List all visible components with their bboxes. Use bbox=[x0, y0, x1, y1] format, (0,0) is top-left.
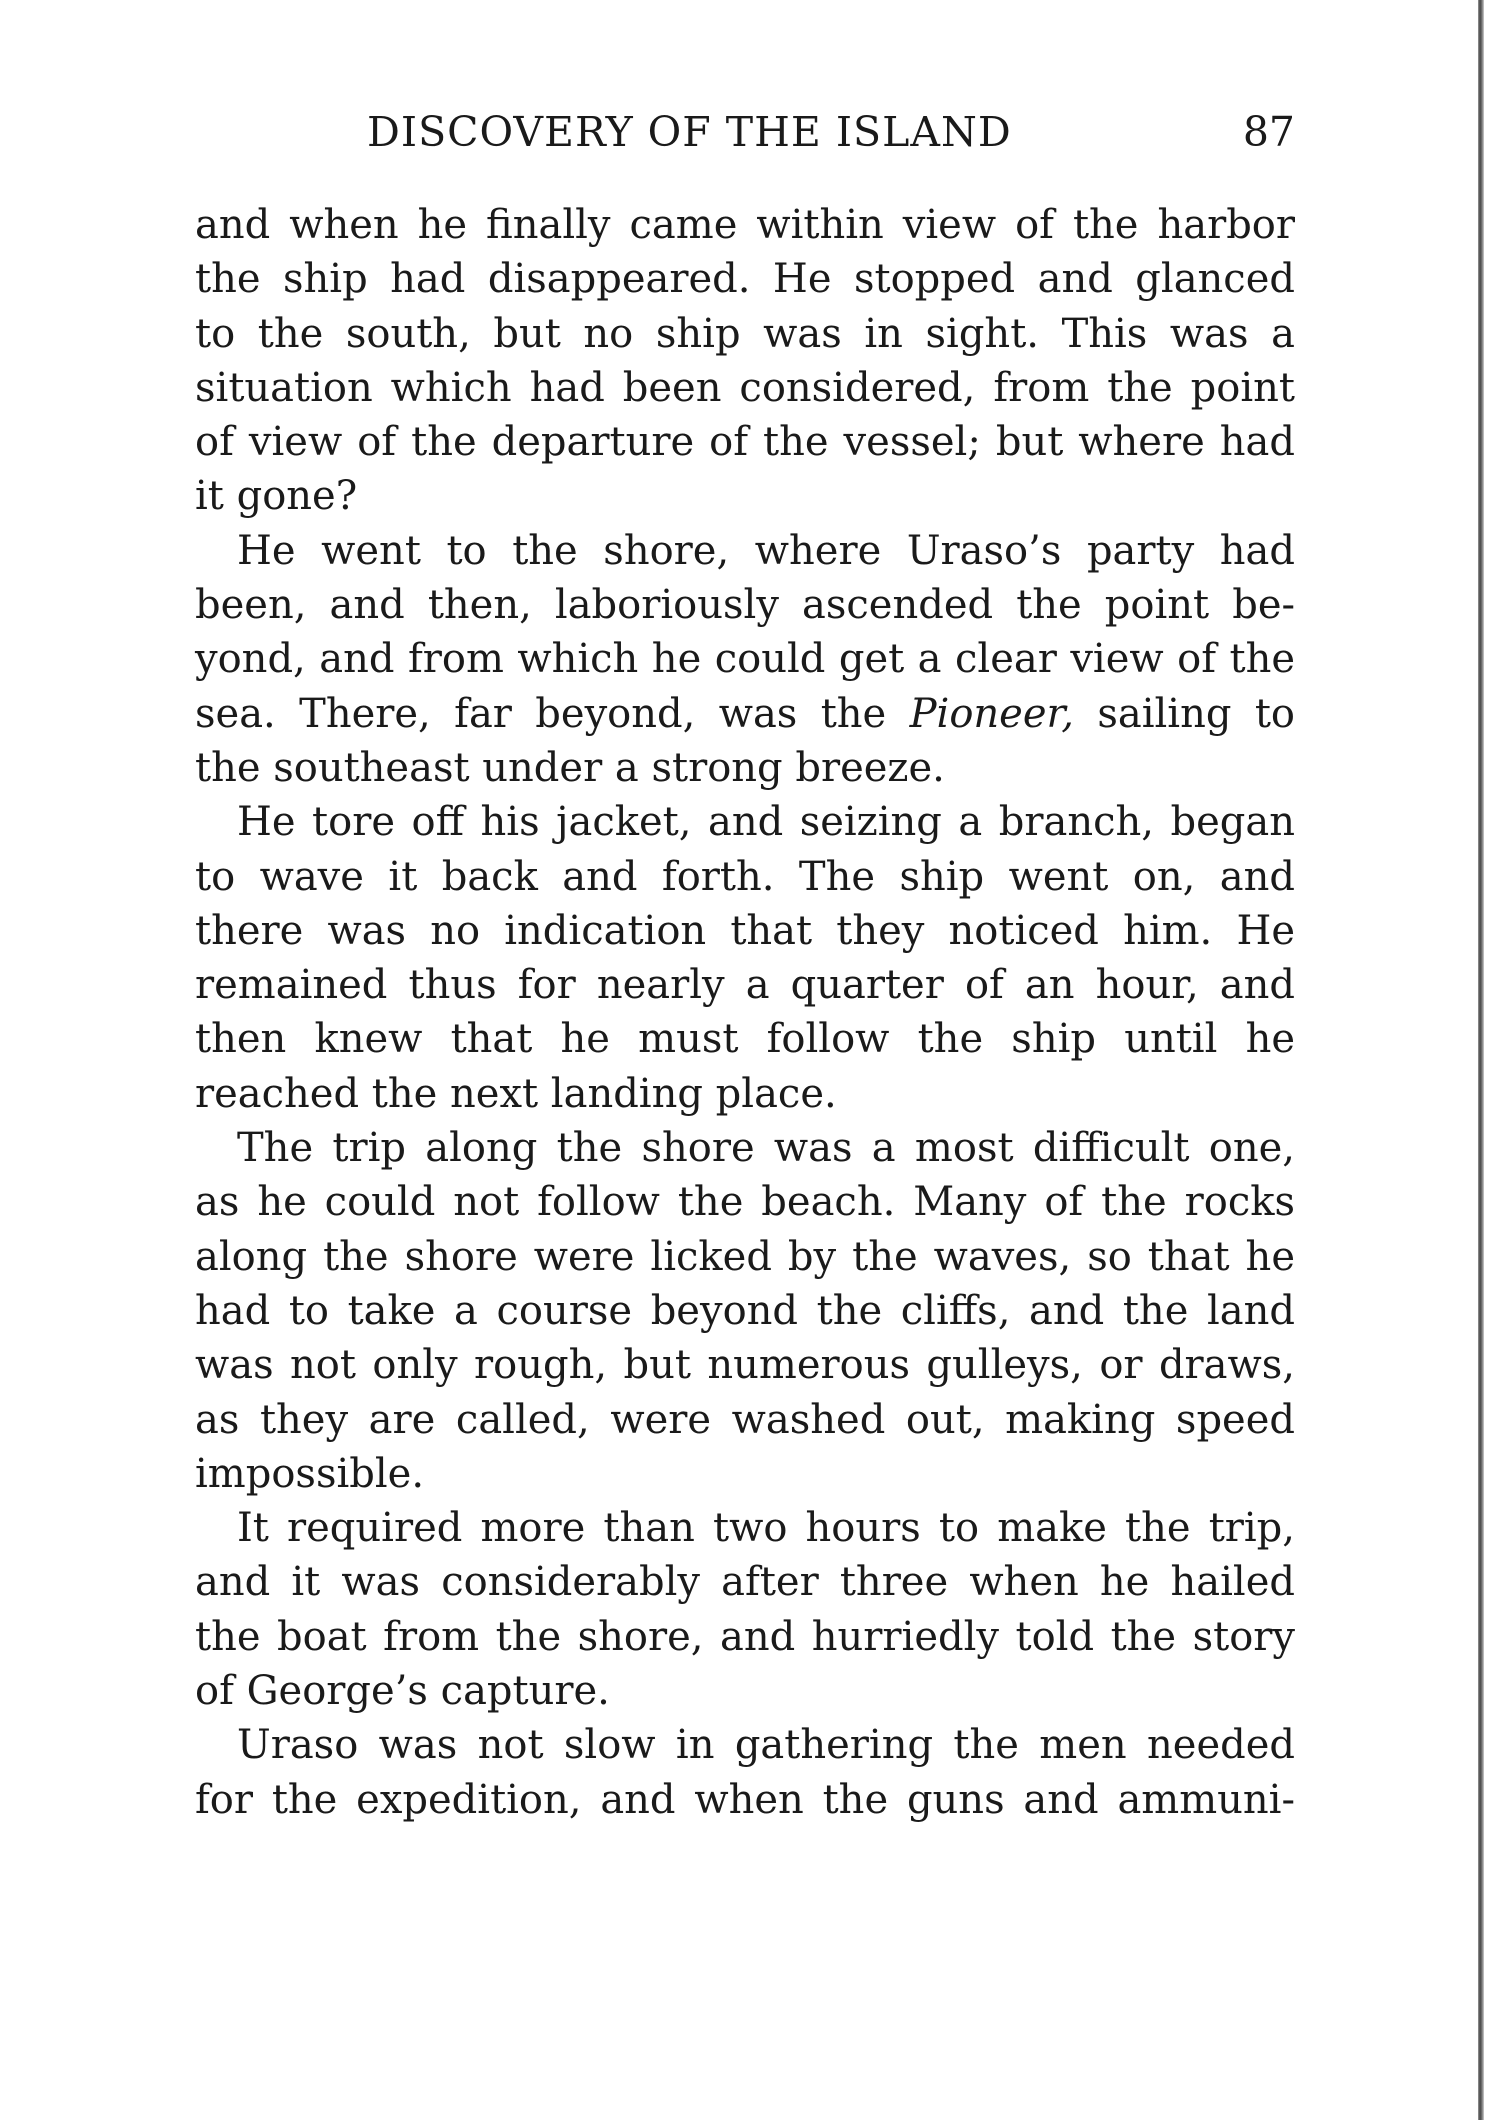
text-line: of George’s capture. bbox=[195, 1668, 610, 1715]
text-line: Uraso was not slow in gathering the men needed bbox=[237, 1722, 1295, 1769]
text-line: yond, and from which he could get a clear view of the bbox=[195, 636, 1295, 683]
page-number: 87 bbox=[1242, 108, 1295, 156]
text-line: the boat from the shore, and hurriedly told the story bbox=[195, 1613, 1295, 1660]
text-line: there was no indication that they noticed him. He bbox=[195, 907, 1295, 954]
text-line: of view of the departure of the vessel; but where had bbox=[195, 419, 1295, 466]
text-line bbox=[195, 687, 1295, 741]
text-line: been, and then, laboriously ascended the point be- bbox=[195, 582, 1295, 629]
text-line: and when he finally came within view of the harbor bbox=[195, 202, 1295, 248]
text-line: to wave it back and forth. The ship went on, and bbox=[195, 853, 1295, 900]
text-line: for the expedition, and when the guns and ammuni- bbox=[195, 1776, 1295, 1823]
text-line: it gone? bbox=[195, 473, 358, 520]
text-line: then knew that he must follow the ship until he bbox=[195, 1016, 1295, 1063]
body-text bbox=[195, 198, 1295, 1827]
text-line: It required more than two hours to make the trip, bbox=[237, 1505, 1295, 1552]
text-line: to the south, but no ship was in sight. This was a bbox=[195, 310, 1295, 357]
text-line: impossible. bbox=[195, 1450, 425, 1497]
text-line: was not only rough, but numerous gulleys, or draws, bbox=[195, 1342, 1295, 1389]
text-segment: sea. There, far beyond, was the bbox=[195, 690, 910, 737]
text-line: along the shore were licked by the waves, so that he bbox=[195, 1233, 1295, 1280]
text-line: situation which had been considered, from the point bbox=[195, 364, 1295, 411]
text-line: as he could not follow the beach. Many of the rocks bbox=[195, 1179, 1295, 1226]
text-line: He tore off his jacket, and seizing a branch, began bbox=[237, 799, 1295, 846]
text-line: remained thus for nearly a quarter of an hour, and bbox=[195, 962, 1295, 1009]
page-header bbox=[195, 108, 1295, 168]
text-line: He went to the shore, where Uraso’s party had bbox=[237, 527, 1295, 574]
ship-name: Pioneer, bbox=[909, 690, 1074, 737]
text-line: The trip along the shore was a most difficult one, bbox=[237, 1125, 1295, 1172]
text-segment: sailing to bbox=[1073, 690, 1295, 737]
text-line: had to take a course beyond the cliffs, and the land bbox=[195, 1287, 1295, 1334]
running-title: DISCOVERY OF THE ISLAND bbox=[367, 108, 1012, 156]
text-line: reached the next landing place. bbox=[195, 1070, 837, 1117]
text-line: the southeast under a strong breeze. bbox=[195, 744, 945, 791]
page-edge-rule bbox=[1478, 0, 1484, 2120]
text-line: the ship had disappeared. He stopped and glanced bbox=[195, 256, 1295, 303]
text-line: as they are called, were washed out, making speed bbox=[195, 1396, 1295, 1443]
text-line: and it was considerably after three when he hailed bbox=[195, 1559, 1295, 1606]
